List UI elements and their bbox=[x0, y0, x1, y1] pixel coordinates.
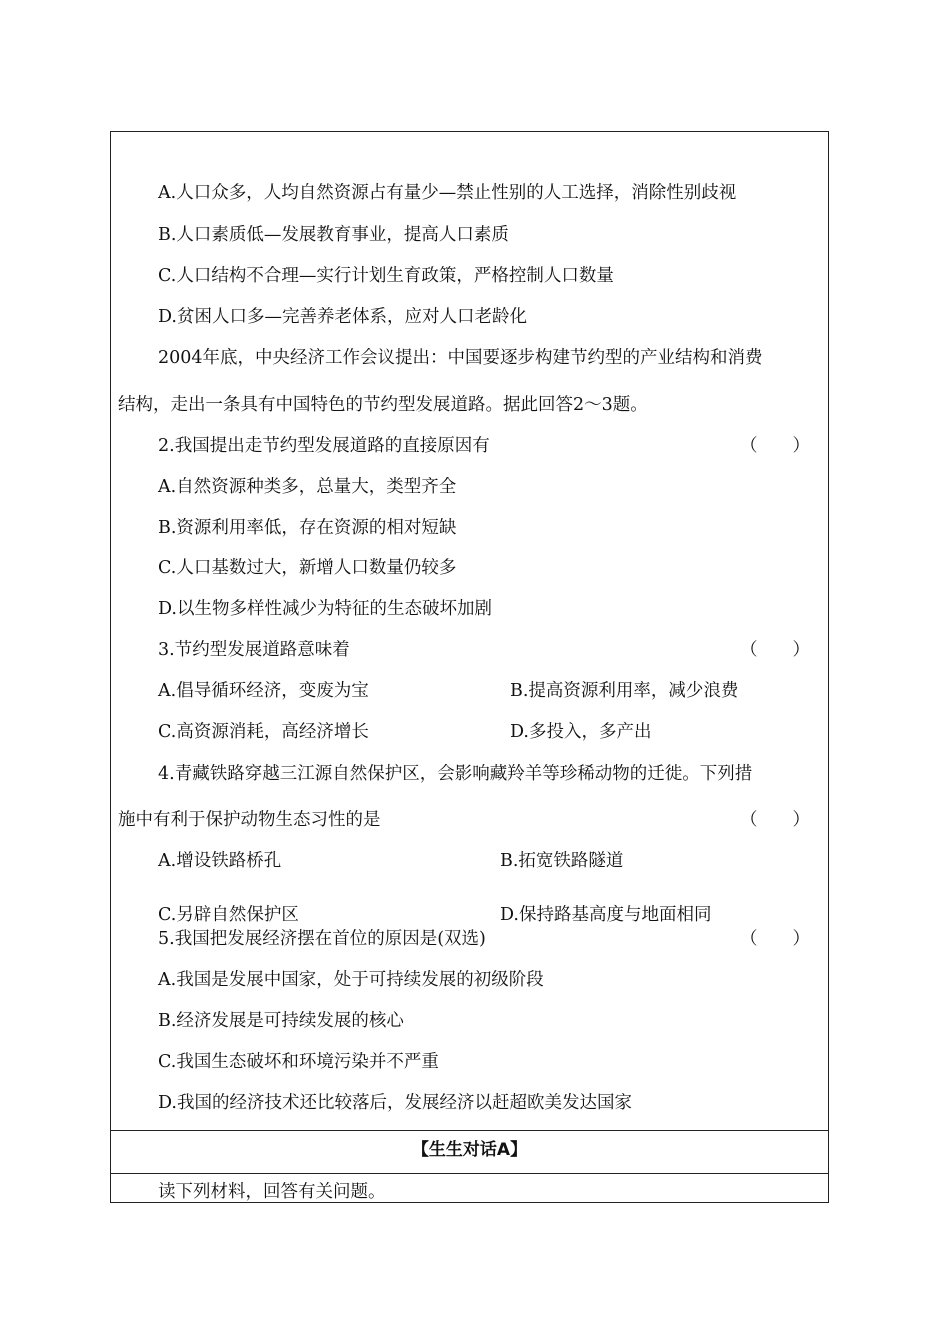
q4-option-a: A.增设铁路桥孔 bbox=[158, 851, 282, 871]
section-divider-top bbox=[110, 1130, 829, 1131]
instruction-text: 读下列材料，回答有关问题。 bbox=[158, 1182, 386, 1202]
q4-stem-line-1: 4.青藏铁路穿越三江源自然保护区，会影响藏羚羊等珍稀动物的迁徙。下列措 bbox=[158, 764, 753, 784]
q4-option-b: B.拓宽铁路隧道 bbox=[500, 851, 624, 871]
q5-option-d: D.我国的经济技术还比较落后，发展经济以赶超欧美发达国家 bbox=[158, 1093, 632, 1113]
q2-option-b: B.资源利用率低，存在资源的相对短缺 bbox=[158, 518, 457, 538]
q1-option-b: B.人口素质低—发展教育事业，提高人口素质 bbox=[158, 225, 509, 245]
worksheet-frame bbox=[110, 131, 829, 1203]
q1-option-d: D.贫困人口多—完善养老体系，应对人口老龄化 bbox=[158, 307, 527, 327]
q4-option-c: C.另辟自然保护区 bbox=[158, 905, 299, 925]
section-divider-bottom bbox=[110, 1173, 829, 1174]
q3-option-c: C.高资源消耗，高经济增长 bbox=[158, 722, 369, 742]
q3-option-b: B.提高资源利用率，减少浪费 bbox=[510, 681, 739, 701]
section-title: 【生生对话A】 bbox=[411, 1140, 528, 1160]
passage-line-1: 2004年底，中央经济工作会议提出：中国要逐步构建节约型的产业结构和消费 bbox=[158, 348, 763, 368]
q3-answer-blank: （ ） bbox=[740, 640, 810, 660]
q1-option-a: A.人口众多，人均自然资源占有量少—禁止性别的人工选择，消除性别歧视 bbox=[158, 183, 737, 203]
q2-option-d: D.以生物多样性减少为特征的生态破坏加剧 bbox=[158, 599, 492, 619]
q3-option-a: A.倡导循环经济，变废为宝 bbox=[158, 681, 369, 701]
q4-answer-blank: （ ） bbox=[740, 810, 810, 830]
passage-line-2: 结构，走出一条具有中国特色的节约型发展道路。据此回答2～3题。 bbox=[118, 395, 648, 415]
q5-option-a: A.我国是发展中国家，处于可持续发展的初级阶段 bbox=[158, 970, 544, 990]
q5-stem: 5.我国把发展经济摆在首位的原因是(双选) bbox=[158, 929, 486, 949]
q1-option-c: C.人口结构不合理—实行计划生育政策，严格控制人口数量 bbox=[158, 266, 614, 286]
q2-option-a: A.自然资源种类多，总量大，类型齐全 bbox=[158, 477, 457, 497]
q2-stem: 2.我国提出走节约型发展道路的直接原因有 bbox=[158, 436, 490, 456]
q3-option-d: D.多投入，多产出 bbox=[510, 722, 652, 742]
q4-stem-line-2: 施中有利于保护动物生态习性的是 bbox=[118, 810, 381, 830]
q5-answer-blank: （ ） bbox=[740, 929, 810, 949]
q2-option-c: C.人口基数过大，新增人口数量仍较多 bbox=[158, 558, 457, 578]
q4-option-d: D.保持路基高度与地面相同 bbox=[500, 905, 712, 925]
q5-option-c: C.我国生态破坏和环境污染并不严重 bbox=[158, 1052, 439, 1072]
q3-stem: 3.节约型发展道路意味着 bbox=[158, 640, 350, 660]
q5-option-b: B.经济发展是可持续发展的核心 bbox=[158, 1011, 404, 1031]
q2-answer-blank: （ ） bbox=[740, 436, 810, 456]
